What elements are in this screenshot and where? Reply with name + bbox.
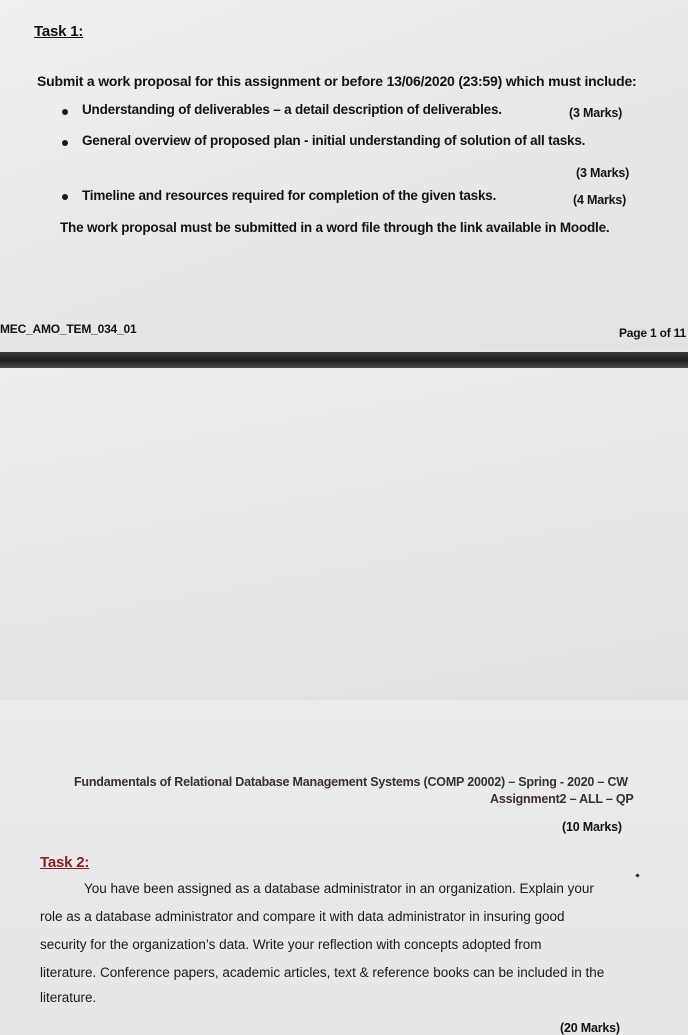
mouse-cursor-icon (635, 873, 639, 877)
bullet-icon (62, 109, 68, 115)
bullet-3-marks: (4 Marks) (573, 193, 627, 207)
bullet-2-marks: (3 Marks) (576, 166, 630, 180)
task-2-paragraph-line: You have been assigned as a database administrator in an organization. Explain your (84, 881, 594, 896)
footer-page-number: Page 1 of 11 (619, 326, 686, 340)
deliverable-bullet-3: Timeline and resources required for completion of the given tasks. (82, 188, 497, 203)
deliverable-bullet-1: Understanding of deliverables – a detail description of deliverables. (82, 102, 502, 117)
document-page-1 (0, 0, 688, 350)
bullet-1-marks: (3 Marks) (569, 106, 623, 120)
task-1-intro: Submit a work proposal for this assignment or before 13/06/2020 (23:59) which must include: (37, 73, 637, 89)
task-1-total-marks: (10 Marks) (562, 820, 622, 834)
task-2-paragraph-line: literature. Conference papers, academic articles, text & reference books can be included in the (40, 965, 605, 980)
task-2-paragraph-line: role as a database administrator and compare it with data administrator in insuring good (40, 909, 565, 924)
assignment-header: Assignment2 – ALL – QP (490, 792, 634, 806)
deliverable-bullet-2: General overview of proposed plan - initial understanding of solution of all tasks. (82, 133, 586, 148)
task-1-heading: Task 1: (34, 23, 84, 40)
task-2-marks: (20 Marks) (560, 1021, 620, 1035)
document-page-2 (0, 368, 688, 1035)
course-header: Fundamentals of Relational Database Management Systems (COMP 20002) – Spring - 2020 – CW (74, 775, 628, 789)
page-divider (0, 352, 688, 368)
task-2-paragraph-line: literature. (40, 990, 97, 1005)
task-2-heading: Task 2: (40, 854, 90, 871)
bullet-icon (62, 194, 68, 200)
footer-document-code: MEC_AMO_TEM_034_01 (0, 322, 137, 336)
bullet-icon (62, 140, 68, 146)
submission-note: The work proposal must be submitted in a word file through the link available in Moodle. (60, 220, 610, 235)
task-2-paragraph-line: security for the organization’s data. Write your reflection with concepts adopted from (40, 937, 542, 952)
